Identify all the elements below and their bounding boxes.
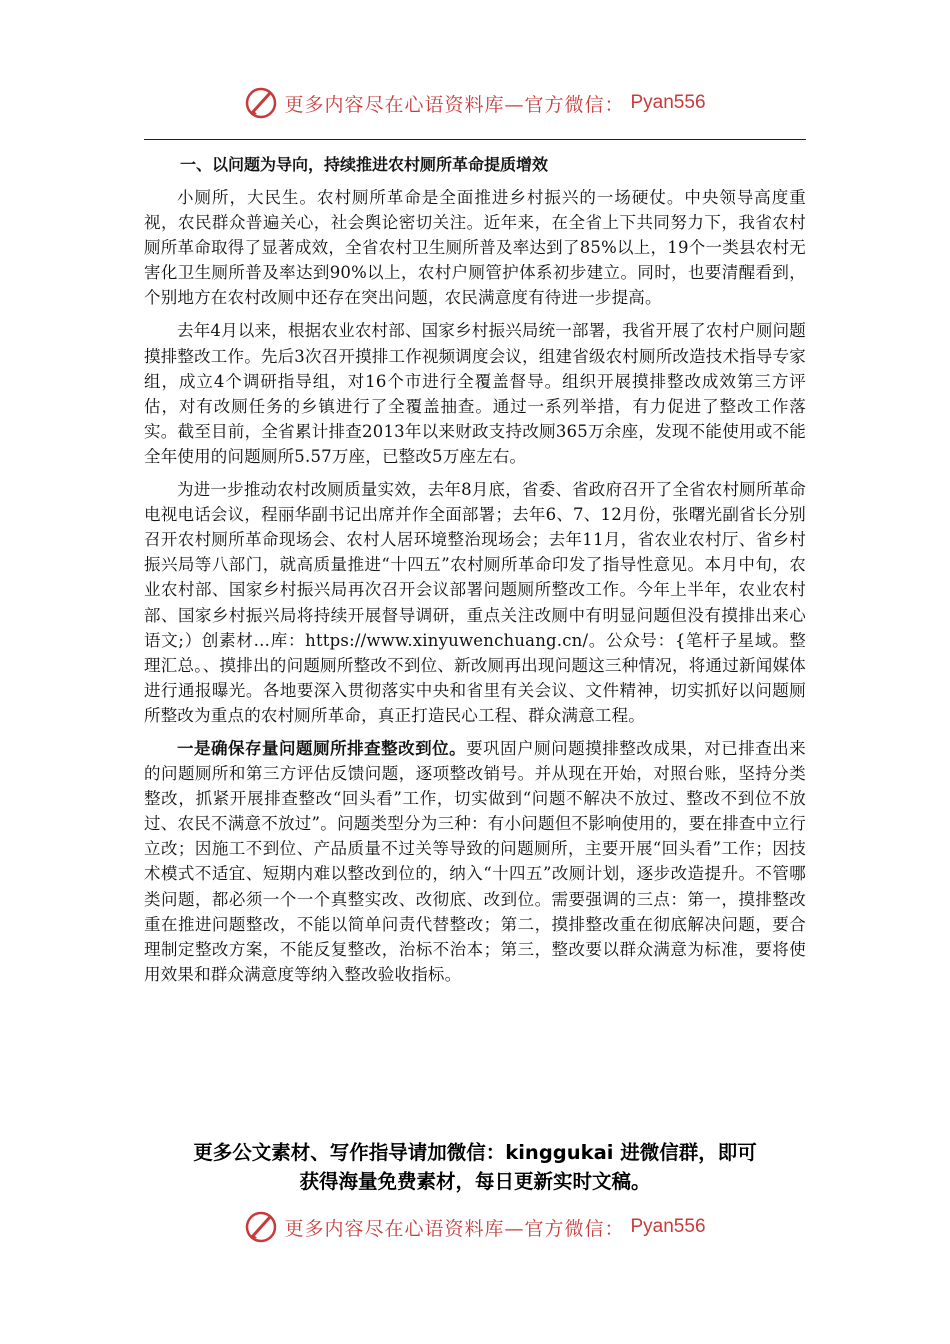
banner-wechat-id: Pyan556 bbox=[630, 92, 706, 113]
paragraph-lead: 一是确保存量问题厕所排查整改到位。 bbox=[177, 738, 467, 758]
document-body bbox=[144, 153, 806, 995]
paragraph: 去年4月以来，根据农业农村部、国家乡村振兴局统一部署，我省开展了农村户厕问题摸排整改工作。先后3次召开摸排工作视频调度会议，组建省级农村厕所改造技术指导专家组，成立4个调研指导组，对16个市进行全覆盖督导。组织开展摸排整改成效第三方评估，对有改厕任务的乡镇进行了全覆盖抽查。通过一系列举措，有力促进了整改工作落实。截至目前，全省累计排查2013年以来财政支持改厕365万余座，发现不能使用或不能全年使用的问题厕所5.57万座，已整改5万座左右。 bbox=[144, 321, 806, 466]
banner-wechat-id: Pyan556 bbox=[630, 1216, 706, 1237]
paragraph: 为进一步推动农村改厕质量实效，去年8月底，省委、省政府召开了全省农村厕所革命电视电话会议，程丽华副书记出席并作全面部署；去年6、7、12月份，张曙光副省长分别召开农村厕所革命现场会、农村人居环境整治现场会；去年11月，省农业农村厅、省乡村振兴局等八部门，就高质量推进“十四五”农村厕所革命印发了指导性意见。本月中旬，农业农村部、国家乡村振兴局再次召开会议部署问题厕所整改工作。今年上半年，农业农村部、国家乡村振兴局将持续开展督导调研，重点关注改厕中有明显问题但没有摸排出来心语文;）创素材…库：https://www.xinyuwenchuang.cn/。公众号：{笔杆子星域。整理汇总。、摸排出的问题厕所整改不到位、新改厕再出现问题这三种情况，将通过新闻媒体进行通报曝光。各地要深入贯彻落实中央和省里有关会议、文件精神，切实抓好以问题厕所整改为重点的农村厕所革命，真正打造民心工程、群众满意工程。 bbox=[144, 480, 806, 725]
pen-logo-icon bbox=[244, 86, 278, 120]
header-rule bbox=[144, 139, 806, 140]
promo-line: 获得海量免费素材，每日更新实时文稿。 bbox=[299, 1170, 651, 1193]
paragraph: 小厕所，大民生。农村厕所革命是全面推进乡村振兴的一场硬仗。中央领导高度重视，农民群众普遍关心，社会舆论密切关注。近年来，在全省上下共同努力下，我省农村厕所革命取得了显著成效，全省农村卫生厕所普及率达到了85%以上，19个一类县农村无害化卫生厕所普及率达到90%以上，农村户厕管护体系初步建立。同时，也要清醒看到，个别地方在农村改厕中还存在突出问题，农民满意度有待进一步提高。 bbox=[144, 188, 806, 308]
paragraph bbox=[144, 736, 806, 987]
promo-line: 更多公文素材、写作指导请加微信：kinggukai 进微信群，即可 bbox=[193, 1141, 757, 1164]
header-banner bbox=[0, 86, 950, 124]
promo-note bbox=[120, 1138, 830, 1196]
banner-text: 更多内容尽在心语资料库—官方微信： bbox=[284, 93, 625, 116]
paragraph-text: 要巩固户厕问题摸排整改成果，对已排查出来的问题厕所和第三方评估反馈问题，逐项整改销号。并从现在开始，对照台账，坚持分类整改，抓紧开展排查整改“回头看”工作，切实做到“问题不解决不放过、整改不到位不放过、农民不满意不放过”。问题类型分为三种：有小问题但不影响使用的，要在排查中立行立改；因施工不到位、产品质量不过关等导致的问题厕所，主要开展“回头看”工作；因技术模式不适宜、短期内难以整改到位的，纳入“十四五”改厕计划，逐步改造提升。不管哪类问题，都必须一个一个真整实改、改彻底、改到位。需要强调的三点：第一，摸排整改重在推进问题整改，不能以简单问责代替整改；第二，摸排整改重在彻底解决问题，要合理制定整改方案，不能反复整改，治标不治本；第三，整改要以群众满意为标准，要将使用效果和群众满意度等纳入整改验收指标。 bbox=[144, 738, 806, 984]
footer-banner bbox=[0, 1210, 950, 1248]
section-heading: 一、以问题为导向，持续推进农村厕所革命提质增效 bbox=[180, 155, 549, 174]
pen-logo-icon bbox=[244, 1210, 278, 1244]
banner-text: 更多内容尽在心语资料库—官方微信： bbox=[284, 1217, 625, 1240]
